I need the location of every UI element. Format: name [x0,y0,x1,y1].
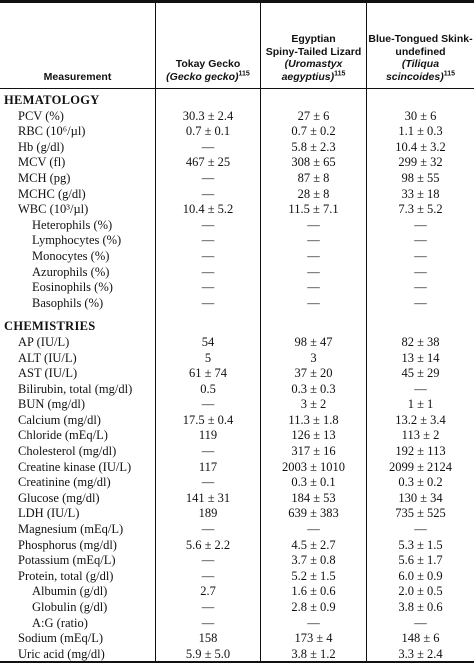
value-cell-species-1: — [201,568,215,583]
measurement-label: Eosinophils (%) [32,280,113,295]
value-cell-species-1: 0.7 ± 0.1 [185,124,231,139]
species-2-common-name-line: Egyptian [291,33,336,45]
value-cell-species-2: — [307,522,320,537]
value-cell-species-1: — [201,233,215,248]
table-row [0,553,474,569]
value-cell-species-3: — [414,248,427,263]
value-cell-species-2: 98 ± 47 [294,334,333,349]
table-row [0,428,474,444]
measurement-label: AP (IU/L) [18,334,70,349]
header-row [0,3,474,88]
value-cell-species-3: 148 ± 6 [401,631,440,646]
value-cell-species-3: 82 ± 38 [401,334,440,349]
species-3-common-name-line: Blue-Tongued Skink-undefined [368,33,473,58]
value-cell-species-2: 4.5 ± 2.7 [291,537,336,552]
value-cell-species-2: 184 ± 53 [291,490,336,505]
value-cell-species-1: 61 ± 74 [188,366,228,381]
value-cell-species-1: — [201,248,215,263]
table-row [0,140,474,156]
value-cell-species-1: 0.5 [200,381,216,396]
value-cell-species-1: — [201,217,215,232]
value-cell-species-3: 10.4 ± 3.2 [395,139,446,154]
value-cell-species-2: 3 ± 2 [300,397,327,412]
header-measurement-label: Measurement [43,70,112,83]
value-cell-species-3: — [414,217,427,232]
section-title: HEMATOLOGY [4,93,100,107]
value-cell-species-1: — [201,280,215,295]
value-cell-species-2: — [307,295,320,310]
value-cell-species-2: 2.8 ± 0.9 [291,600,336,614]
value-cell-species-3: 98 ± 55 [401,170,440,185]
measurement-label: Monocytes (%) [32,248,110,263]
header-rule [0,88,474,89]
value-cell-species-3: 7.3 ± 5.2 [398,202,443,217]
measurement-label: RBC (10⁶/µl) [18,124,86,139]
measurement-label: Hb (g/dl) [18,139,65,154]
species-2-common-name-line: Spiny-Tailed Lizard [265,45,362,58]
table-row [0,202,474,218]
species-1-ref: 115 [238,70,250,77]
measurement-label: A:G (ratio) [32,615,88,630]
value-cell-species-1: 5.6 ± 2.2 [185,537,231,552]
value-cell-species-1: — [201,139,215,154]
value-cell-species-3: 1.1 ± 0.3 [398,124,443,139]
value-cell-species-1: — [201,295,215,310]
measurement-label: WBC (10³/µl) [18,202,89,217]
measurement-label: ALT (IU/L) [18,350,77,365]
value-cell-species-3: 0.3 ± 0.2 [398,475,443,490]
measurement-label: LDH (IU/L) [18,506,80,521]
table-row [0,491,474,507]
table-row [0,155,474,171]
value-cell-species-2: 28 ± 8 [297,186,330,201]
measurement-label: Phosphorus (mg/dl) [18,537,117,552]
table-row [0,397,474,413]
table-row [0,351,474,367]
table-row [0,109,474,125]
value-cell-species-2: — [307,217,320,232]
value-cell-species-3: 33 ± 18 [401,186,440,201]
species-3-ref: 115 [443,70,456,77]
species-1-latin-name: (Gecko gecko) [166,70,239,83]
value-cell-species-1: 17.5 ± 0.4 [182,412,234,427]
value-cell-species-2: — [307,615,320,630]
measurement-label: Protein, total (g/dl) [18,568,114,583]
measurement-label: Globulin (g/dl) [32,600,108,614]
value-cell-species-1: — [201,615,215,630]
measurement-label: Heterophils (%) [32,217,113,232]
measurement-label: Cholesterol (mg/dl) [18,444,117,459]
table-body [0,93,474,662]
value-cell-species-1: 141 ± 31 [185,490,231,505]
measurement-label: Potassium (mEq/L) [18,553,116,568]
table-row [0,444,474,460]
table-row [0,538,474,554]
value-cell-species-3: 2099 ± 2124 [388,459,453,474]
section-title: CHEMISTRIES [4,319,96,334]
table-row [0,124,474,140]
value-cell-species-2: 27 ± 6 [297,108,330,123]
table-row [0,616,474,632]
table-row [0,569,474,585]
measurement-label: Basophils (%) [32,295,104,310]
value-cell-species-1: — [201,475,215,490]
header-species-1 [156,3,260,88]
table-row [0,296,474,312]
table-row [0,631,474,647]
table-row [0,171,474,187]
value-cell-species-2: 126 ± 13 [291,428,336,443]
species-3-latin-name-line: scincoides) [385,70,444,83]
value-cell-species-1: 119 [198,428,218,443]
value-cell-species-3: 13 ± 14 [401,350,440,365]
measurement-label: Creatinine (mg/dl) [18,475,111,490]
table-row [0,335,474,351]
measurement-label: Bilirubin, total (mg/dl) [18,381,133,396]
section-heading [0,93,474,109]
value-cell-species-2: 0.3 ± 0.1 [291,475,336,490]
table-row [0,382,474,398]
measurement-label: MCH (pg) [18,170,71,185]
header-species-2 [261,3,366,88]
value-cell-species-1: 158 [198,631,218,646]
value-cell-species-3: 130 ± 34 [398,490,443,505]
value-cell-species-1: 10.4 ± 5.2 [182,202,234,217]
value-cell-species-2: 639 ± 383 [288,506,339,521]
value-cell-species-2: — [307,248,320,263]
table-row [0,584,474,600]
measurement-label: BUN (mg/dl) [18,397,86,412]
value-cell-species-1: 5 [204,350,212,365]
value-cell-species-3: 1 ± 1 [407,397,434,412]
value-cell-species-1: 54 [201,334,215,349]
value-cell-species-3: 30 ± 6 [404,108,437,123]
value-cell-species-2: 317 ± 16 [291,444,336,459]
value-cell-species-2: 173 ± 4 [294,631,333,646]
value-cell-species-2: 1.6 ± 0.6 [291,584,336,599]
table-row [0,460,474,476]
header-species-3 [367,3,474,88]
value-cell-species-1: 189 [198,506,218,521]
measurement-label: Sodium (mEq/L) [18,631,104,646]
value-cell-species-3: 45 ± 29 [401,366,440,381]
measurement-label: Glucose (mg/dl) [18,490,100,505]
header-measurement [0,3,155,88]
table-row [0,233,474,249]
value-cell-species-1: — [201,186,215,201]
value-cell-species-3: 3.8 ± 0.6 [398,600,443,614]
value-cell-species-2: 11.5 ± 7.1 [288,202,339,217]
section-gap [0,311,474,319]
value-cell-species-3: 2.0 ± 0.5 [398,584,443,599]
value-cell-species-2: 3.8 ± 1.2 [291,646,336,661]
value-cell-species-3: 6.0 ± 0.9 [398,568,443,583]
value-cell-species-2: 0.3 ± 0.3 [291,381,336,396]
section-heading [0,319,474,335]
value-cell-species-3: — [414,381,427,396]
value-cell-species-2: — [307,264,320,279]
measurement-label: Calcium (mg/dl) [18,412,101,427]
measurement-label: MCHC (g/dl) [18,186,86,201]
value-cell-species-3: 5.3 ± 1.5 [398,537,443,552]
value-cell-species-2: 0.7 ± 0.2 [291,124,336,139]
value-cell-species-1: 5.9 ± 5.0 [185,646,231,661]
value-cell-species-3: — [414,295,427,310]
value-cell-species-3: — [414,264,427,279]
table-row [0,506,474,522]
table-row [0,413,474,429]
value-cell-species-1: — [201,444,215,459]
species-2-latin-name-line: (Uromastyx [284,58,343,70]
table-row [0,265,474,281]
value-cell-species-1: 117 [198,459,218,474]
value-cell-species-2: 3.7 ± 0.8 [291,553,336,568]
value-cell-species-3: 192 ± 113 [395,444,446,459]
measurement-label: MCV (fl) [18,155,66,170]
table-row [0,218,474,234]
value-cell-species-2: 87 ± 8 [297,170,330,185]
value-cell-species-2: 5.2 ± 1.5 [291,568,336,583]
table-row [0,475,474,491]
value-cell-species-3: — [414,280,427,295]
value-cell-species-2: 5.8 ± 2.3 [291,139,336,154]
value-cell-species-3: 3.3 ± 2.4 [398,646,443,661]
value-cell-species-3: 13.2 ± 3.4 [395,412,446,427]
value-cell-species-3: 5.6 ± 1.7 [398,553,443,568]
measurement-label: Uric acid (mg/dl) [18,646,105,661]
table-row [0,249,474,265]
value-cell-species-2: 2003 ± 1010 [281,459,346,474]
value-cell-species-3: — [414,522,427,537]
value-cell-species-1: — [201,264,215,279]
measurement-label: Albumin (g/dl) [32,584,108,599]
value-cell-species-1: — [201,397,215,412]
value-cell-species-3: 113 ± 2 [401,428,440,443]
value-cell-species-1: — [201,553,215,568]
measurement-label: PCV (%) [18,108,64,123]
table-row [0,187,474,203]
value-cell-species-1: 467 ± 25 [185,155,231,170]
species-2-ref: 115 [334,70,346,77]
measurement-label: AST (IU/L) [18,366,78,381]
measurement-label: Azurophils (%) [32,264,110,279]
value-cell-species-3: — [414,233,427,248]
table-row [0,366,474,382]
value-cell-species-2: — [307,233,320,248]
table-row [0,280,474,296]
measurement-label: Magnesium (mEq/L) [18,522,124,537]
value-cell-species-3: — [414,615,427,630]
species-2-latin-name-line: aegyptius) [281,70,335,83]
measurement-label: Chloride (mEq/L) [18,428,108,443]
measurement-label: Creatine kinase (IU/L) [18,459,132,474]
table-row [0,522,474,538]
table-row [0,600,474,616]
value-cell-species-2: 3 [310,350,317,365]
value-cell-species-2: 11.3 ± 1.8 [288,412,339,427]
measurement-label: Lymphocytes (%) [32,233,122,248]
value-cell-species-2: 308 ± 65 [291,155,336,170]
value-cell-species-2: 37 ± 20 [294,366,333,381]
value-cell-species-1: — [201,522,215,537]
value-cell-species-1: 2.7 [200,584,216,599]
species-1-common-name: Tokay Gecko [175,58,241,70]
value-cell-species-1: — [201,600,215,614]
value-cell-species-2: — [307,280,320,295]
species-3-latin-name-line: (Tiliqua [401,58,440,70]
value-cell-species-1: 30.3 ± 2.4 [182,108,234,123]
value-cell-species-3: 735 ± 525 [395,506,446,521]
value-cell-species-1: — [201,170,215,185]
value-cell-species-3: 299 ± 32 [398,155,443,170]
